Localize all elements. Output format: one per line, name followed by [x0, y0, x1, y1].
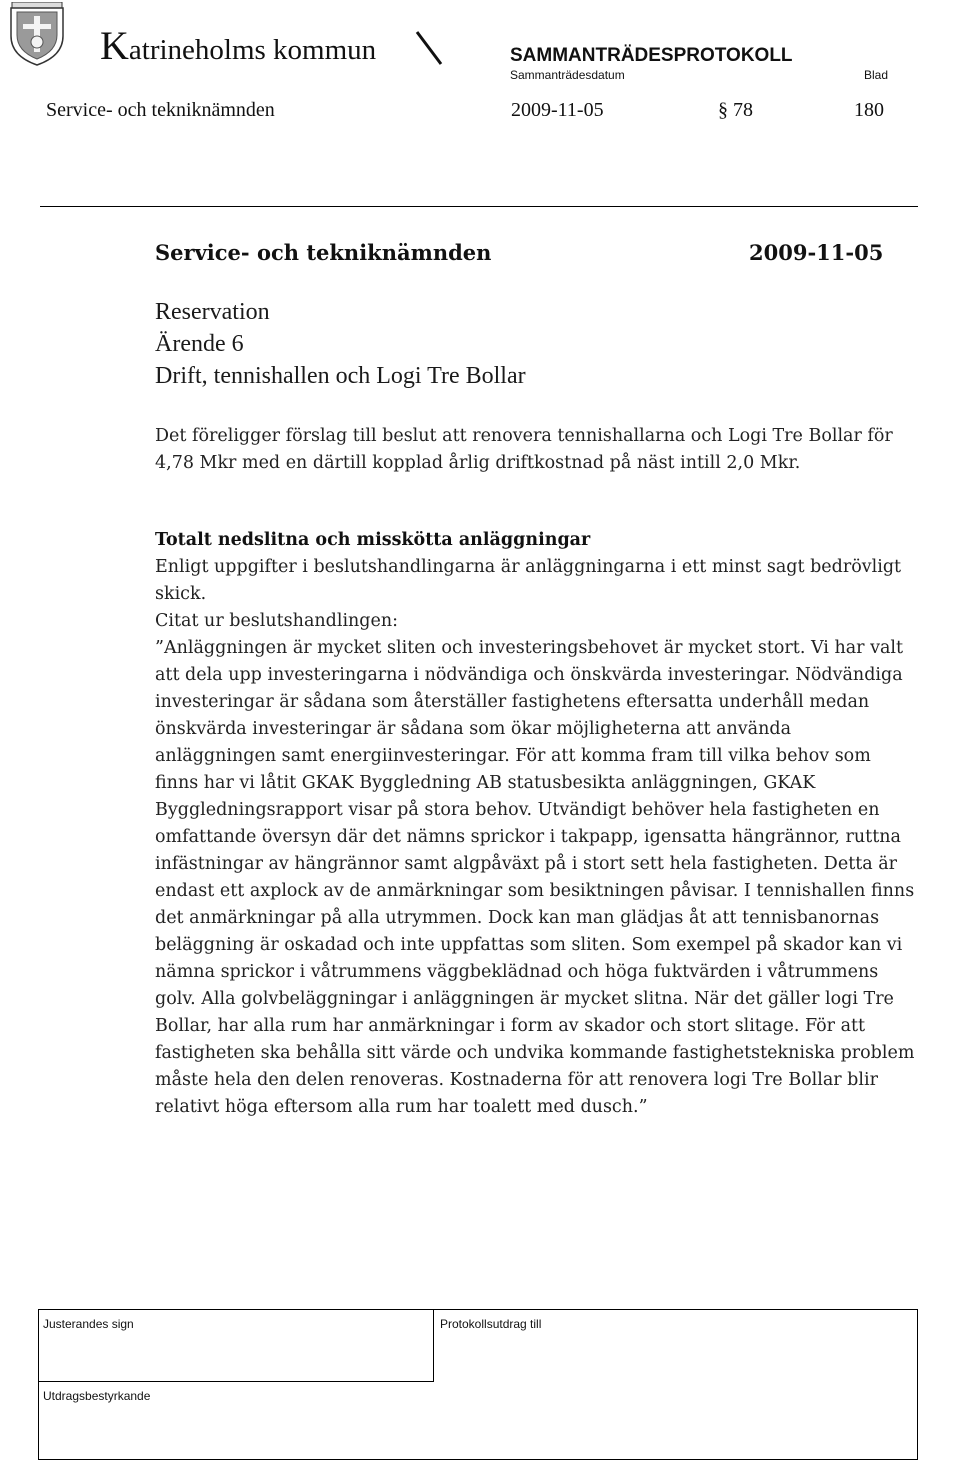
header-committee: Service- och tekniknämnden	[46, 99, 275, 121]
organization-initial: K	[100, 23, 129, 68]
date-label: Sammanträdesdatum	[510, 68, 625, 82]
signature-box-vertical-divider	[433, 1309, 434, 1382]
body-date: 2009-11-05	[749, 240, 884, 265]
heading-arende: Ärende 6	[155, 331, 244, 357]
subheading: Totalt nedslitna och misskötta anläggningar	[155, 530, 591, 550]
municipal-crest-logo	[3, 2, 71, 66]
body-committee: Service- och tekniknämnden	[155, 240, 492, 265]
organization-name-rest: atrineholms kommun	[128, 34, 377, 66]
protokollsutdrag-label: Protokollsutdrag till	[440, 1317, 542, 1331]
logo-swoosh-line	[415, 30, 445, 70]
paragraph-quote: ”Anläggningen är mycket sliten och investeringsbehovet är mycket stort. Vi har valt att dela upp investeringarna i nödvändiga och önskvärda investeringar. Nödvändiga investeringar är sådana som återställer fastighetens eftersatta underhåll medan önskvärda investeringar är sådana som ökar möjligheterna att använda anläggningen samt energiinvesteringar. För att komma fram till vilka behov som finns har vi låtit GKAK Byggledning AB statusbesikta anläggningen, GKAK Byggledningsrapport visar på stora behov. Utvändigt behöver hela fastigheten en omfattande översyn där det nämns sprickor i takpapp, igensatta hängrännor, ruttna infästningar av hängrännor samt algpåväxt på i stort sett hela fastigheten. Detta är endast ett axplock av de anmärkningar som besiktningen påvisar. I tennishallen finns det anmärkningar på alla utrymmen. Dock kan man glädjas åt att tennisbanornas beläggning är oskadad och inte uppfattas som sliten. Som exempel på skador kan vi nämna sprickor i våtrummens väggbeklädnad och höga fuktvärden i våtrummens golv. Alla golvbeläggningar i anläggningen är mycket slitna. När det gäller logi Tre Bollar, har alla rum har anmärkningar i form av skador och stort slitage. För att fastigheten ska behålla sitt värde och undvika kommande fastighetstekniska problem måste hela den delen renoveras. Kostnaderna för att renovera logi Tre Bollar blir relativt höga eftersom alla rum har toalett med dusch.”	[155, 638, 915, 1117]
paragraph-quote-intro: Citat ur beslutshandlingen:	[155, 611, 399, 631]
paragraph-intro: Det föreligger förslag till beslut att renovera tennishallarna och Logi Tre Bollar för 4,78 Mkr med en därtill kopplad årlig driftkostnad på näst intill 2,0 Mkr.	[155, 426, 893, 473]
page-label: Blad	[864, 68, 889, 82]
header-section-number: § 78	[718, 99, 753, 121]
heading-reservation: Reservation	[155, 299, 270, 325]
signature-box	[38, 1309, 918, 1460]
header-page-number: 180	[854, 99, 884, 121]
justerandes-sign-label: Justerandes sign	[43, 1317, 134, 1331]
paragraph-condition: Enligt uppgifter i beslutshandlingarna är anläggningarna i ett minst sagt bedrövligt skick.	[155, 557, 902, 604]
heading-topic: Drift, tennishallen och Logi Tre Bollar	[155, 363, 526, 389]
organization-name	[100, 22, 376, 69]
header-divider	[40, 206, 918, 207]
header-date: 2009-11-05	[511, 99, 604, 121]
protocol-title: SAMMANTRÄDESPROTOKOLL	[510, 45, 793, 66]
signature-box-horizontal-divider	[38, 1381, 433, 1382]
utdragsbestyrkande-label: Utdragsbestyrkande	[43, 1389, 151, 1403]
